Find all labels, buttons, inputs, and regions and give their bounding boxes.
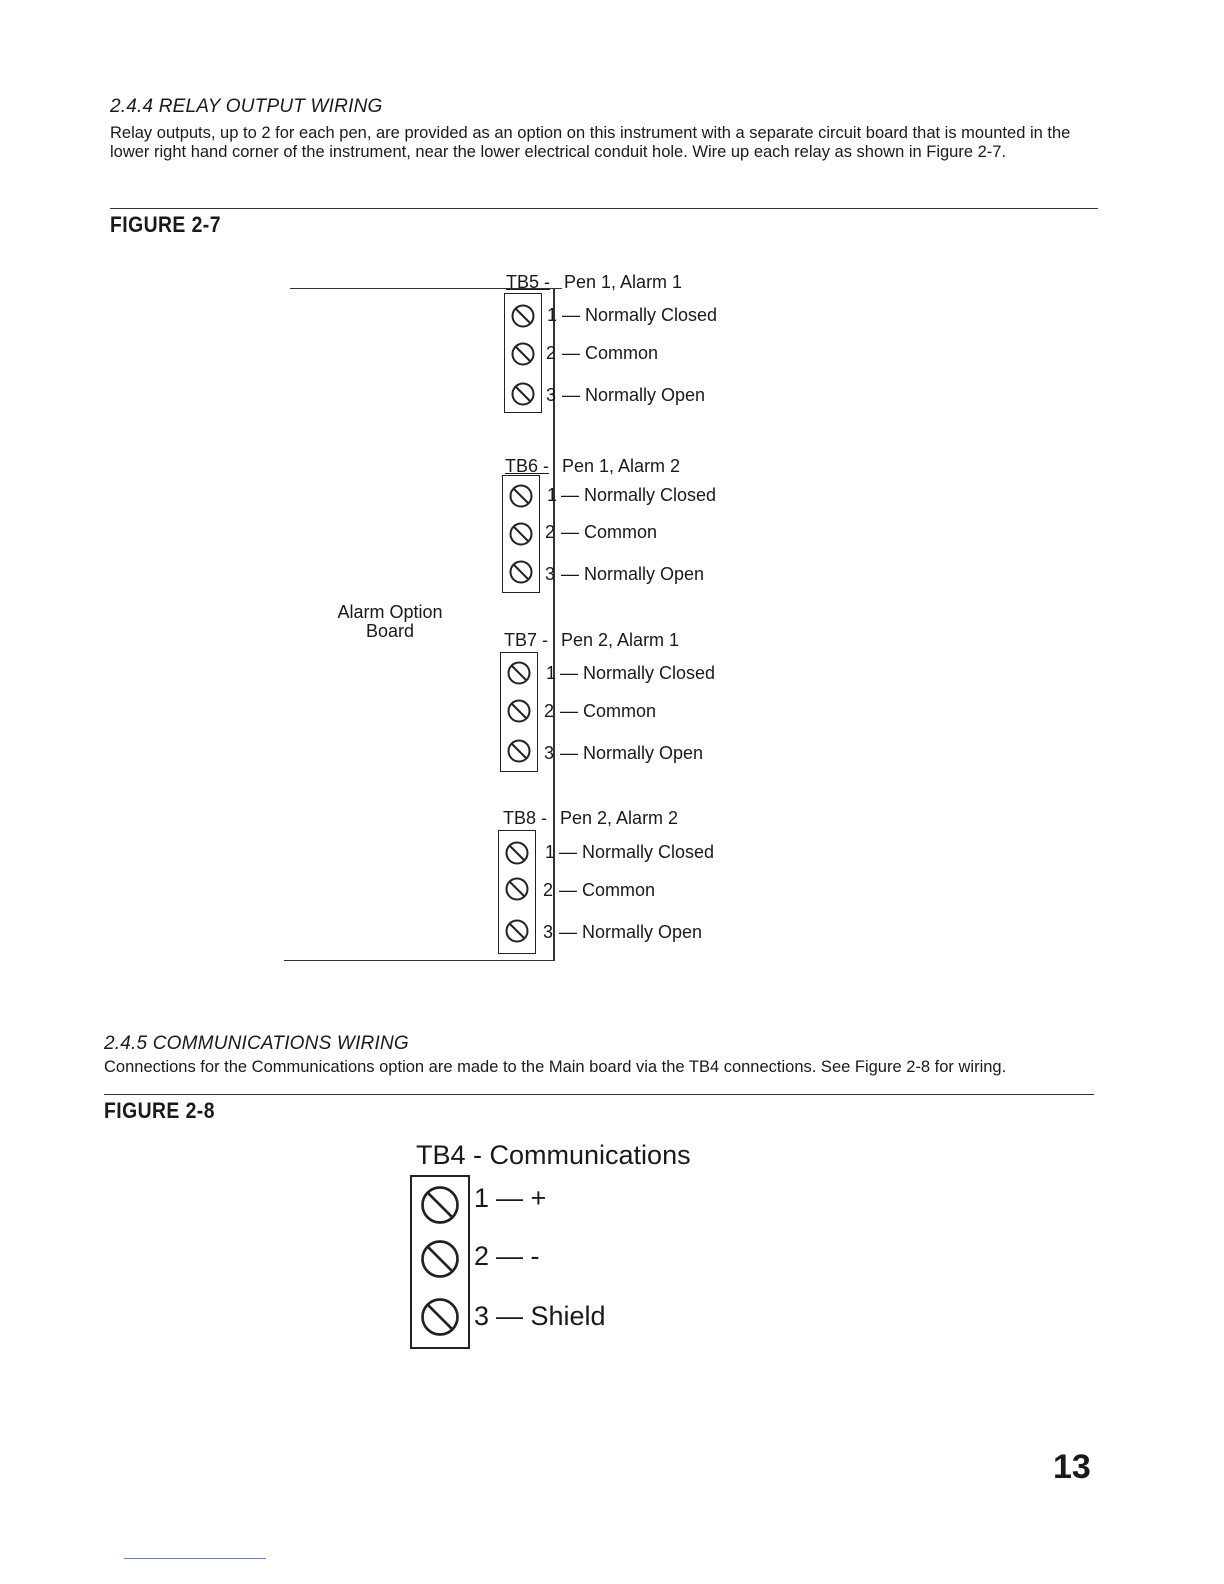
pin-number: 1 xyxy=(545,842,556,862)
tb4-title: TB4 - Communications xyxy=(416,1140,691,1170)
screw-icon xyxy=(505,877,529,901)
pin-label: — Normally Open xyxy=(560,743,704,763)
screw-icon xyxy=(505,919,529,943)
section-text-communications-wiring: Connections for the Communications option are made to the Main board via the TB4 connections. See Figure 2-8 for wiring. xyxy=(104,1058,1007,1076)
section-text-relay-output-wiring: Relay outputs, up to 2 for each pen, are provided as an option on this instrument with a separate circuit board that is mounted in the lower right hand corner of the instrument, near the lower electrical conduit hole. Wire up each relay as shown in Figure 2-7. xyxy=(110,124,1071,161)
pin-label: — + xyxy=(496,1183,547,1213)
terminal-block-housing xyxy=(500,652,538,772)
pin-label: — Common xyxy=(561,522,658,542)
alarm-option-board-label: Alarm Option Board xyxy=(337,602,443,641)
pin-number: 3 xyxy=(543,922,554,942)
page-number: 13 xyxy=(1053,1448,1091,1486)
section-title-communications-wiring: 2.4.5 COMMUNICATIONS WIRING xyxy=(104,1033,409,1054)
pin-label: — Common xyxy=(562,343,659,363)
tb-name: Pen 1, Alarm 2 xyxy=(562,456,681,476)
screw-icon xyxy=(511,304,535,328)
tb-id: TB7 - xyxy=(504,630,549,650)
pin-label: — Normally Open xyxy=(562,385,706,405)
terminal-block-housing xyxy=(504,293,542,413)
pin-label: — Normally Closed xyxy=(560,663,716,683)
pin-number: 2 xyxy=(545,522,556,542)
pin-number: 1 xyxy=(546,663,557,683)
terminal-block-housing xyxy=(410,1175,470,1349)
pin-number: 2 xyxy=(543,880,554,900)
terminal-block-housing xyxy=(498,830,536,954)
screw-icon xyxy=(420,1239,460,1279)
pin-number: 2 xyxy=(474,1241,490,1271)
pin-number: 1 xyxy=(547,485,558,505)
divider xyxy=(110,208,1098,209)
screw-icon xyxy=(507,699,531,723)
screw-icon xyxy=(420,1297,460,1337)
tb-id: TB8 - xyxy=(503,808,548,828)
pin-number: 3 xyxy=(474,1301,490,1331)
pin-label: — Shield xyxy=(496,1301,606,1331)
pin-label: — Normally Closed xyxy=(562,305,718,325)
tb-name: Pen 1, Alarm 1 xyxy=(564,272,683,292)
pin-number: 3 xyxy=(544,743,555,763)
tb-name: Pen 2, Alarm 1 xyxy=(561,630,680,650)
footer-line xyxy=(124,1558,266,1559)
screw-icon xyxy=(420,1185,460,1225)
screw-icon xyxy=(507,739,531,763)
screw-icon xyxy=(507,661,531,685)
pin-label: — Normally Open xyxy=(561,564,705,584)
pin-number: 3 xyxy=(545,564,556,584)
screw-icon xyxy=(505,841,529,865)
figure-2-7-title: FIGURE 2-7 xyxy=(110,212,221,237)
screw-icon xyxy=(509,522,533,546)
terminal-block-housing xyxy=(502,475,540,593)
screw-icon xyxy=(509,484,533,508)
pin-label: — Common xyxy=(560,701,657,721)
pin-label: — Common xyxy=(559,880,656,900)
figure-2-8-title: FIGURE 2-8 xyxy=(104,1098,215,1123)
pin-label: — Normally Closed xyxy=(561,485,717,505)
pin-number: 2 xyxy=(544,701,555,721)
pin-label: — - xyxy=(496,1241,540,1271)
pin-number: 1 xyxy=(547,305,558,325)
screw-icon xyxy=(511,342,535,366)
pin-label: — Normally Closed xyxy=(559,842,715,862)
tb-id: TB6 - xyxy=(505,456,550,476)
tb-name: Pen 2, Alarm 2 xyxy=(560,808,679,828)
pin-number: 1 xyxy=(474,1183,490,1213)
section-title-relay-output-wiring: 2.4.4 RELAY OUTPUT WIRING xyxy=(110,96,383,117)
divider xyxy=(104,1094,1094,1095)
screw-icon xyxy=(509,560,533,584)
pin-number: 3 xyxy=(546,385,557,405)
screw-icon xyxy=(511,382,535,406)
pin-label: — Normally Open xyxy=(559,922,703,942)
pin-number: 2 xyxy=(546,343,557,363)
board-bottom-line xyxy=(284,960,554,961)
tb-id: TB5 - xyxy=(506,272,551,292)
